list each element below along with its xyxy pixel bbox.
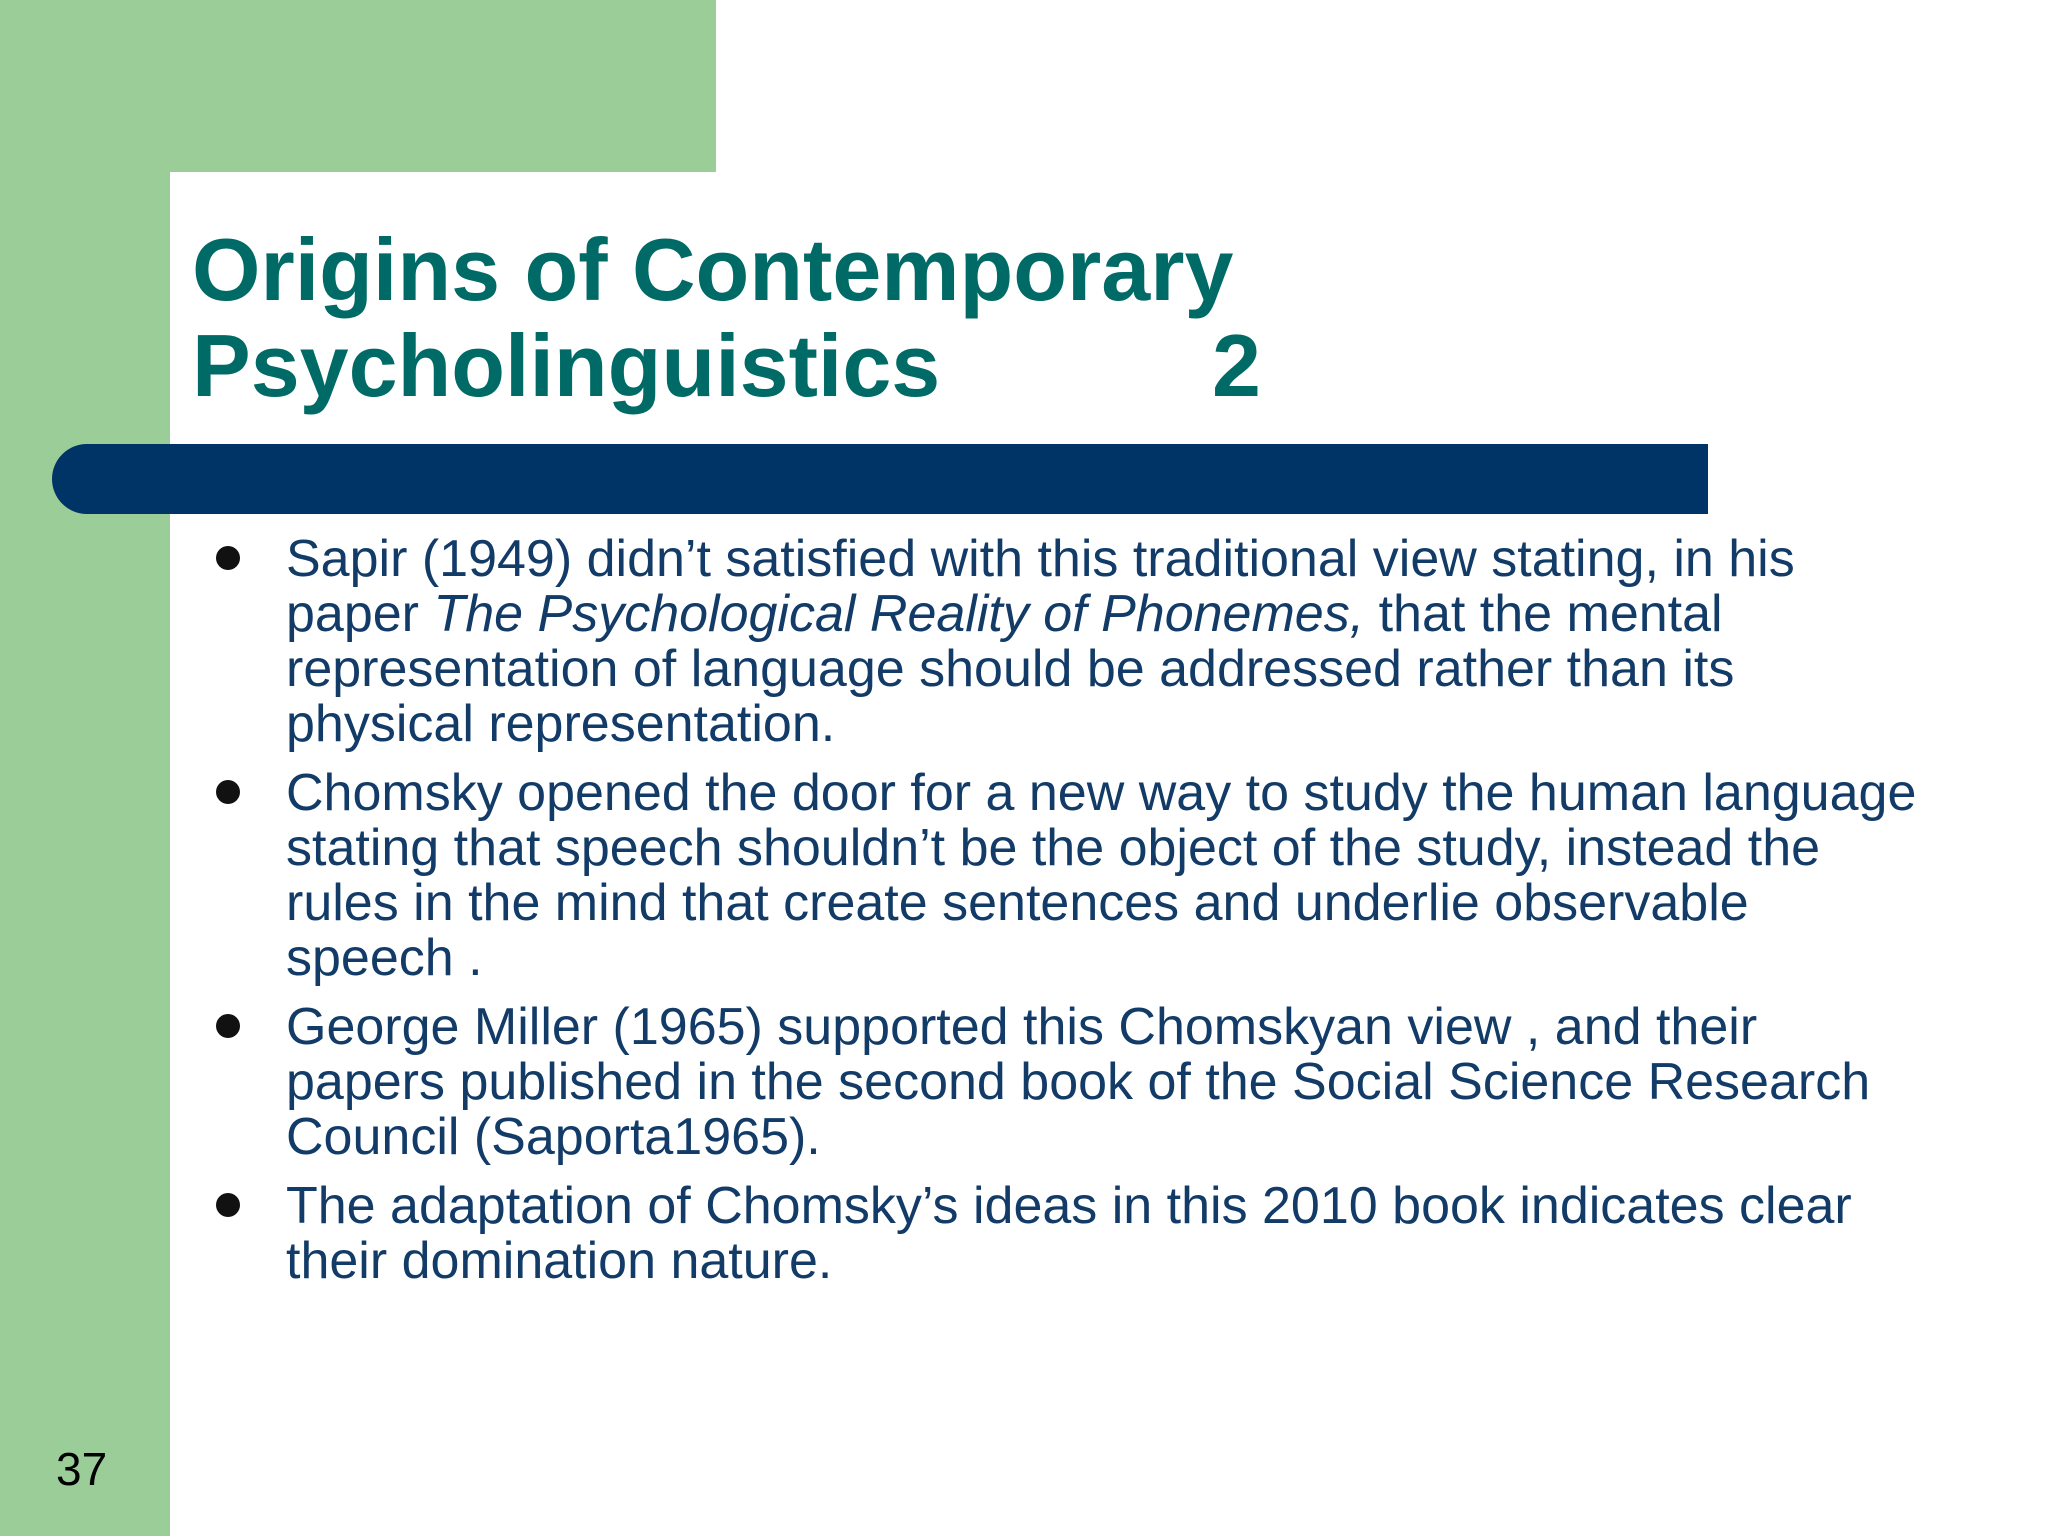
bullet-text-chomsky: Chomsky opened the door for a new way to study the human language stating that speech shouldn’t be the object of the study, instead the rules in the mind that create sentences and underlie observable speech .	[286, 764, 1917, 987]
left-green-strip	[0, 0, 170, 1536]
bullet-dot-icon	[216, 546, 240, 570]
slide-title	[192, 222, 1292, 414]
bullet-text-sapir	[286, 532, 1926, 752]
title-divider-bar	[52, 444, 1708, 514]
bullet-text-adaptation: The adaptation of Chomsky’s ideas in this 2010 book indicates clear their domination nature.	[286, 1177, 1852, 1290]
slide-title-line-1: Origins of Contemporary	[192, 220, 1234, 319]
slide-page-number: 37	[56, 1443, 108, 1495]
slide-title-line-2: Psycholinguistics	[192, 316, 941, 415]
bullet-dot-icon	[216, 780, 240, 804]
bullet-item-adaptation	[206, 1179, 1926, 1289]
bullet-text-sapir-after-italic: that the mental representation of language should be addressed rather than its physical representation.	[286, 585, 1735, 753]
bullet-text-sapir-before-italic: Sapir (1949) didn’t satisfied with this traditional view stating, in his paper	[286, 530, 1795, 643]
bullet-item-sapir	[206, 532, 1926, 752]
bullet-item-chomsky	[206, 766, 1926, 986]
bullet-text-george-miller: George Miller (1965) supported this Chomskyan view , and their papers published in the second book of the Social Science Research Council (Saporta1965).	[286, 998, 1871, 1166]
paper-title-italic: The Psychological Reality of Phonemes,	[433, 585, 1365, 643]
bullet-list	[206, 532, 1926, 1303]
bullet-dot-icon	[216, 1014, 240, 1038]
bullet-dot-icon	[216, 1193, 240, 1217]
bullet-item-george-miller	[206, 1000, 1926, 1165]
slide-title-number: 2	[1212, 316, 1261, 415]
